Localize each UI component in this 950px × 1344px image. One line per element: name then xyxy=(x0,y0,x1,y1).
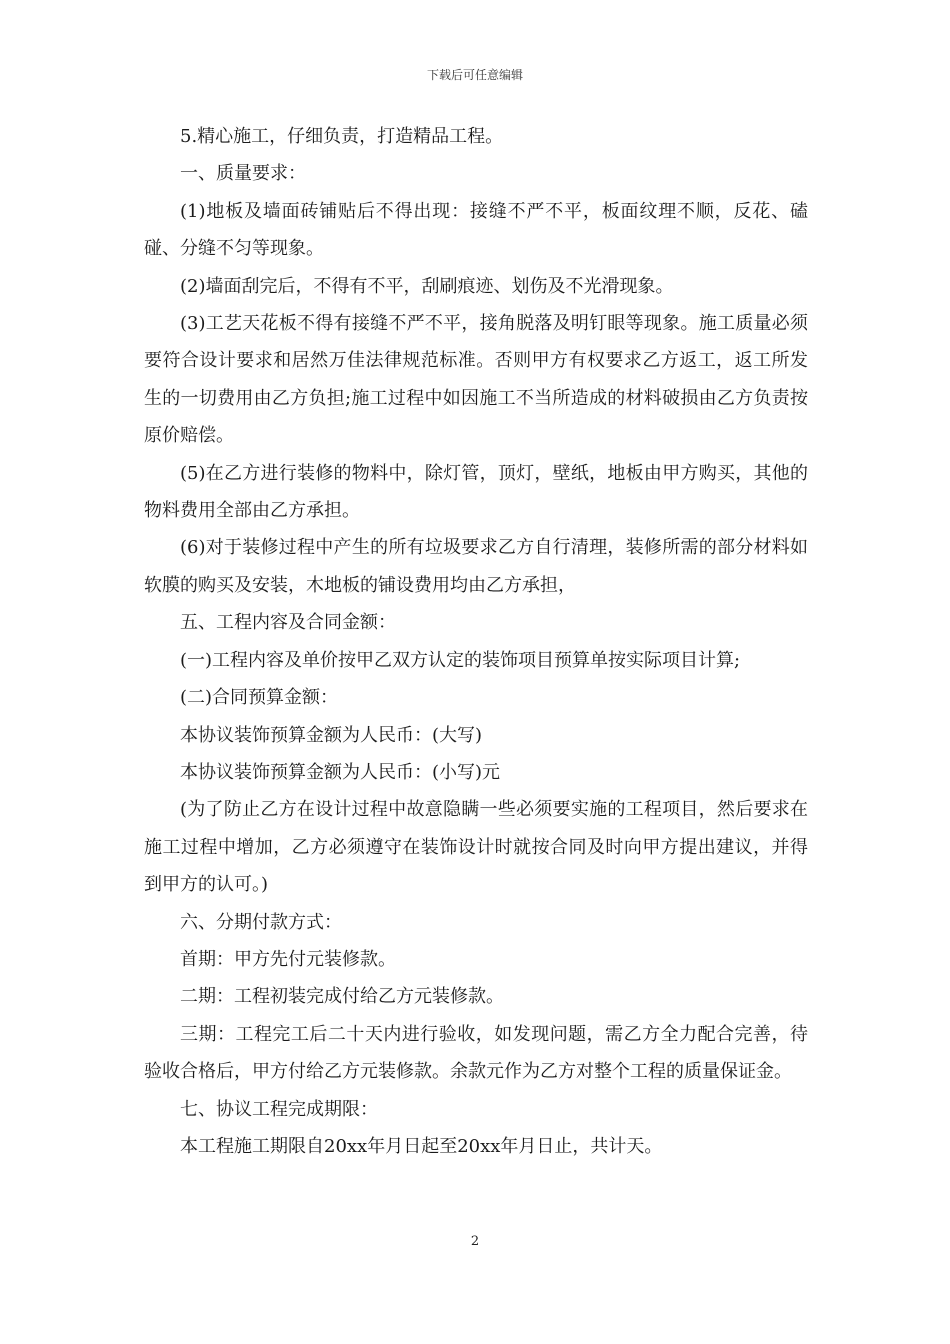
payment-second: 二期：工程初装完成付给乙方元装修款。 xyxy=(180,986,504,1008)
paragraph-item-2: (2)墙面刮完后，不得有不平，刮刷痕迹、划伤及不光滑现象。 xyxy=(180,275,674,297)
payment-first: 首期：甲方先付元装修款。 xyxy=(180,948,396,970)
page-number: 2 xyxy=(470,1234,480,1249)
paragraph-note: (为了防止乙方在设计过程中故意隐瞒一些必须要实施的工程项目，然后要求在施工过程中增加，乙方必须遵守在装饰设计时就按合同及时向甲方提出建议，并得到甲方的认可。) xyxy=(144,799,808,896)
section-heading-payment: 六、分期付款方式： xyxy=(180,911,342,933)
paragraph-sub-2: (二)合同预算金额： xyxy=(180,687,339,709)
document-body xyxy=(144,118,808,1165)
paragraph-item-1: (1)地板及墙面砖铺贴后不得出现：接缝不严不平，板面纹理不顺，反花、磕碰、分缝不匀等现象。 xyxy=(144,200,808,260)
paragraph-item-3: (3)工艺天花板不得有接缝不严不平，接角脱落及明钉眼等现象。施工质量必须要符合设计要求和居然万佳法律规范标准。否则甲方有权要求乙方返工，返工所发生的一切费用由乙方负担;施工过程中如因施工不当所造成的材料破损由乙方负责按原价赔偿。 xyxy=(144,313,808,447)
paragraph-item-6: (6)对于装修过程中产生的所有垃圾要求乙方自行清理，装修所需的部分材料如软膜的购买及安装，木地板的铺设费用均由乙方承担， xyxy=(144,537,808,596)
paragraph-item-5: (5)在乙方进行装修的物料中，除灯管，顶灯，壁纸，地板由甲方购买，其他的物料费用全部由乙方承担。 xyxy=(144,462,808,522)
payment-third: 三期：工程完工后二十天内进行验收，如发现问题，需乙方全力配合完善，待验收合格后，甲方付给乙方元装修款。余款元作为乙方对整个工程的质量保证金。 xyxy=(144,1023,808,1083)
budget-amount-lowercase: 本协议装饰预算金额为人民币：(小写)元 xyxy=(180,761,501,783)
header-note: 下载后可任意编辑 xyxy=(426,68,523,82)
paragraph-1: 5.精心施工，仔细负责，打造精品工程。 xyxy=(180,126,504,147)
section-heading-content-amount: 五、工程内容及合同金额： xyxy=(180,612,396,634)
section-heading-quality: 一、质量要求： xyxy=(180,163,306,185)
section-heading-deadline: 七、协议工程完成期限： xyxy=(180,1098,378,1120)
deadline-text: 本工程施工期限自20xx年月日起至20xx年月日止，共计天。 xyxy=(180,1135,663,1157)
paragraph-sub-1: (一)工程内容及单价按甲乙双方认定的装饰项目预算单按实际项目计算; xyxy=(180,649,741,671)
budget-amount-uppercase: 本协议装饰预算金额为人民币：(大写) xyxy=(180,724,483,746)
